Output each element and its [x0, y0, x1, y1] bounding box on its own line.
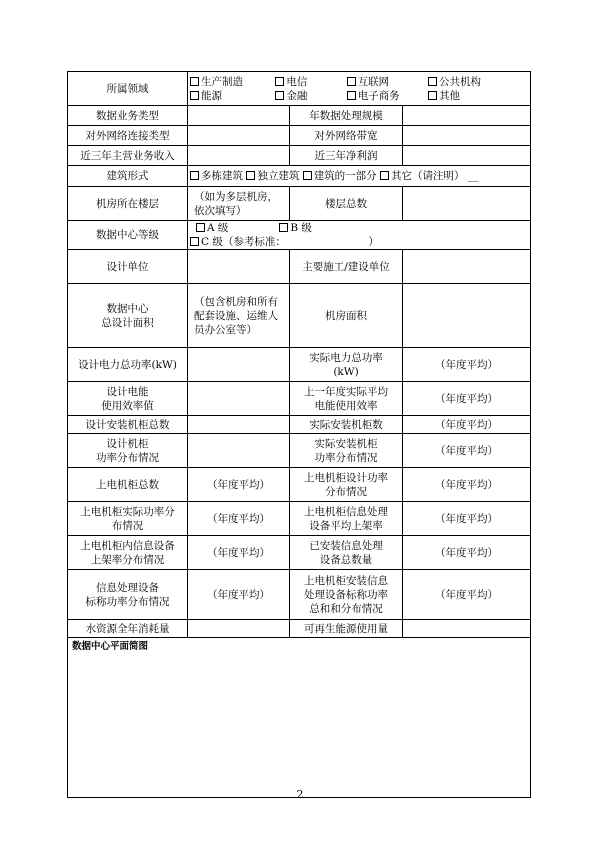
it-rated-power-value[interactable]: （年度平均） — [188, 570, 290, 620]
checkbox-icon[interactable] — [347, 91, 356, 100]
actual-racks-label: 实际安装机柜数 — [290, 416, 403, 434]
dc-area-label: 数据中心 总设计面积 — [68, 284, 188, 348]
building-form-label: 建筑形式 — [68, 166, 188, 187]
design-unit-value[interactable] — [188, 250, 290, 284]
design-power-label: 设计电力总功率(kW) — [68, 348, 188, 382]
floor-plan-label: 数据中心平面简图 — [72, 641, 149, 652]
powered-rack-it-rated-label: 上电机柜安装信息 处理设备标称功率 总和和分布情况 — [290, 570, 403, 620]
actual-power-label: 实际电力总功率 (kW) — [290, 348, 403, 382]
option-finance[interactable]: 金融 — [275, 89, 343, 103]
building-other-blank[interactable]: __ — [467, 170, 479, 182]
option-public-institution[interactable]: 公共机构 — [428, 75, 481, 89]
room-floor-label: 机房所在楼层 — [68, 187, 188, 221]
checkbox-icon[interactable] — [428, 91, 437, 100]
room-floor-hint[interactable]: （如为多层机房，依次填写） — [188, 187, 290, 221]
actual-power-value[interactable]: （年度平均） — [403, 348, 531, 382]
option-ecommerce[interactable]: 电子商务 — [347, 89, 425, 103]
powered-rack-it-avg-label: 上电机柜信息处理 设备平均上架率 — [290, 502, 403, 536]
room-area-value[interactable] — [403, 284, 531, 348]
building-options — [188, 166, 531, 187]
actual-rack-power-value[interactable]: （年度平均） — [403, 434, 531, 468]
design-pue-value[interactable] — [188, 382, 290, 416]
design-unit-label: 设计单位 — [68, 250, 188, 284]
net-conn-type-label: 对外网络连接类型 — [68, 126, 188, 146]
water-value[interactable] — [188, 620, 290, 638]
option-other[interactable]: 其他 — [428, 89, 460, 103]
checkbox-icon[interactable] — [190, 91, 199, 100]
main-builder-value[interactable] — [403, 250, 531, 284]
annual-scale-value[interactable] — [403, 106, 531, 126]
renewable-label: 可再生能源使用量 — [290, 620, 403, 638]
net-bandwidth-value[interactable] — [403, 126, 531, 146]
design-racks-value[interactable] — [188, 416, 290, 434]
option-manufacturing[interactable]: 生产制造 — [190, 75, 272, 89]
checkbox-icon[interactable] — [190, 171, 199, 180]
option-telecom[interactable]: 电信 — [275, 75, 343, 89]
option-energy[interactable]: 能源 — [190, 89, 272, 103]
checkbox-icon[interactable] — [275, 77, 284, 86]
data-center-form — [67, 71, 531, 798]
profit-value[interactable] — [403, 146, 531, 166]
checkbox-icon[interactable] — [279, 223, 288, 232]
revenue-label: 近三年主营业务收入 — [68, 146, 188, 166]
installed-it-total-label: 已安装信息处理 设备总数量 — [290, 536, 403, 570]
total-floors-label: 楼层总数 — [290, 187, 403, 221]
total-floors-value[interactable] — [403, 187, 531, 221]
renewable-value[interactable] — [403, 620, 531, 638]
field-label: 所属领域 — [68, 72, 188, 106]
installed-it-total-value[interactable]: （年度平均） — [403, 536, 531, 570]
checkbox-icon[interactable] — [275, 91, 284, 100]
business-type-label: 数据业务类型 — [68, 106, 188, 126]
design-rack-power-value[interactable] — [188, 434, 290, 468]
main-builder-label: 主要施工/建设单位 — [290, 250, 403, 284]
option-building-other[interactable]: 其它（请注明） — [380, 169, 465, 183]
design-rack-power-label: 设计机柜 功率分布情况 — [68, 434, 188, 468]
option-part-of-building[interactable]: 建筑的一部分 — [303, 169, 377, 183]
powered-rack-design-power-label: 上电机柜设计功率 分布情况 — [290, 468, 403, 502]
business-type-value[interactable] — [188, 106, 290, 126]
checkbox-icon[interactable] — [246, 171, 255, 180]
powered-rack-actual-power-label: 上电机柜实际功率分 布情况 — [68, 502, 188, 536]
dc-area-hint[interactable]: （包含机房和所有配套设施、运维人员办公室等） — [188, 284, 290, 348]
option-internet[interactable]: 互联网 — [347, 75, 425, 89]
actual-rack-power-label: 实际安装机柜 功率分布情况 — [290, 434, 403, 468]
net-conn-type-value[interactable] — [188, 126, 290, 146]
design-pue-label: 设计电能 使用效率值 — [68, 382, 188, 416]
page-number: 2 — [296, 788, 304, 801]
it-rated-power-label: 信息处理设备 标称功率分布情况 — [68, 570, 188, 620]
checkbox-icon[interactable] — [347, 77, 356, 86]
design-power-value[interactable] — [188, 348, 290, 382]
revenue-value[interactable] — [188, 146, 290, 166]
powered-rack-it-dist-label: 上电机柜内信息设备 上架率分布情况 — [68, 536, 188, 570]
floor-plan-area[interactable] — [68, 638, 531, 798]
checkbox-icon[interactable] — [380, 171, 389, 180]
dc-grade-label: 数据中心等级 — [68, 221, 188, 250]
field-options — [188, 72, 531, 106]
option-multi-building[interactable]: 多栋建筑 — [190, 169, 243, 183]
design-racks-label: 设计安装机柜总数 — [68, 416, 188, 434]
option-grade-b[interactable]: B 级 — [279, 221, 361, 235]
checkbox-icon[interactable] — [190, 237, 199, 246]
checkbox-icon[interactable] — [303, 171, 312, 180]
room-area-label: 机房面积 — [290, 284, 403, 348]
checkbox-icon[interactable] — [196, 223, 205, 232]
grade-options — [188, 221, 531, 250]
net-bandwidth-label: 对外网络带宽 — [290, 126, 403, 146]
checkbox-icon[interactable] — [428, 77, 437, 86]
option-grade-c[interactable]: C 级（参考标准： — [190, 235, 365, 249]
powered-rack-it-dist-value[interactable]: （年度平均） — [188, 536, 290, 570]
actual-racks-value[interactable]: （年度平均） — [403, 416, 531, 434]
water-label: 水资源全年消耗量 — [68, 620, 188, 638]
powered-rack-it-avg-value[interactable]: （年度平均） — [403, 502, 531, 536]
powered-rack-it-rated-value[interactable]: （年度平均） — [403, 570, 531, 620]
option-grade-a[interactable]: A 级 — [190, 221, 276, 235]
powered-racks-value[interactable]: （年度平均） — [188, 468, 290, 502]
powered-racks-label: 上电机柜总数 — [68, 468, 188, 502]
last-year-pue-value[interactable]: （年度平均） — [403, 382, 531, 416]
last-year-pue-label: 上一年度实际平均 电能使用效率 — [290, 382, 403, 416]
profit-label: 近三年净利润 — [290, 146, 403, 166]
option-standalone-building[interactable]: 独立建筑 — [246, 169, 299, 183]
checkbox-icon[interactable] — [190, 77, 199, 86]
powered-rack-design-power-value[interactable]: （年度平均） — [403, 468, 531, 502]
annual-scale-label: 年数据处理规模 — [290, 106, 403, 126]
grade-close: ） — [368, 236, 379, 248]
powered-rack-actual-power-value[interactable]: （年度平均） — [188, 502, 290, 536]
